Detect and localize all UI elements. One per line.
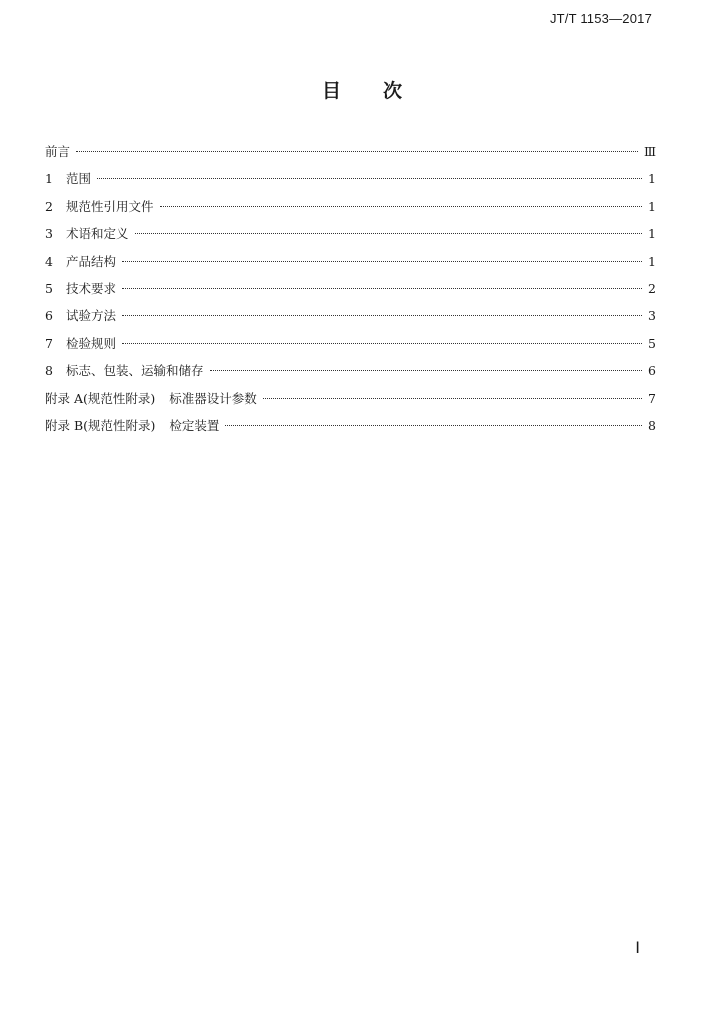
dot-leader	[76, 151, 638, 152]
toc-entry-page: 1	[648, 198, 656, 214]
page-number: Ⅰ	[635, 940, 640, 957]
toc-entry-label: 术语和定义	[66, 226, 129, 242]
toc-entry-8[interactable]	[45, 361, 656, 388]
toc-entry-label: 检验规则	[66, 335, 117, 351]
toc-entry-page: 7	[648, 390, 656, 406]
toc-entry-label: 附录 A(规范性附录)	[45, 390, 156, 406]
toc-entry-label: 规范性引用文件	[66, 198, 154, 214]
toc-entry-6[interactable]	[45, 306, 656, 333]
dot-leader	[225, 425, 642, 426]
toc-entry-page: 2	[648, 280, 656, 296]
toc-entry-5[interactable]	[45, 279, 656, 306]
toc-entry-label: 附录 B(规范性附录)	[45, 417, 156, 433]
toc-entry-label: 范围	[66, 171, 92, 187]
toc-entry-4[interactable]	[45, 252, 656, 279]
dot-leader	[210, 370, 642, 371]
dot-leader	[263, 398, 642, 399]
toc-entry-page: 1	[648, 226, 656, 242]
dot-leader	[122, 261, 642, 262]
toc-entry-page: 1	[648, 253, 656, 269]
toc-entry-page: 3	[648, 308, 656, 324]
toc-entry-foreword[interactable]	[45, 142, 656, 169]
toc-entry-7[interactable]	[45, 334, 656, 361]
toc-entry-page: 8	[648, 417, 656, 433]
toc-entry-subtitle: 标准器设计参数	[169, 390, 257, 406]
toc-entry-page: Ⅲ	[643, 144, 656, 159]
toc-entry-page: 5	[648, 335, 656, 351]
table-of-contents	[45, 142, 656, 443]
dot-leader	[122, 288, 642, 289]
toc-entry-number: 8	[45, 363, 53, 379]
toc-entry-label: 产品结构	[66, 253, 117, 269]
page-title: 目次	[321, 80, 444, 102]
toc-entry-appendix-a[interactable]	[45, 389, 656, 416]
toc-entry-subtitle: 检定装置	[169, 417, 220, 433]
toc-entry-label: 标志、包装、运输和储存	[66, 363, 204, 379]
toc-entry-2[interactable]	[45, 197, 656, 224]
toc-entry-number: 7	[45, 335, 53, 351]
toc-entry-number: 2	[45, 198, 53, 214]
toc-entry-number: 6	[45, 308, 53, 324]
toc-entry-number: 5	[45, 280, 53, 296]
dot-leader	[97, 178, 642, 179]
dot-leader	[135, 233, 642, 234]
toc-entry-label: 技术要求	[66, 280, 117, 296]
toc-entry-number: 1	[45, 171, 53, 187]
dot-leader	[160, 206, 642, 207]
toc-entry-label: 试验方法	[66, 308, 117, 324]
toc-entry-page: 1	[648, 171, 656, 187]
toc-entry-appendix-b[interactable]	[45, 416, 656, 443]
toc-entry-label: 前言	[45, 144, 71, 159]
toc-entry-3[interactable]	[45, 224, 656, 251]
toc-entry-1[interactable]	[45, 169, 656, 196]
dot-leader	[122, 315, 642, 316]
toc-entry-number: 4	[45, 253, 53, 269]
toc-entry-number: 3	[45, 226, 53, 242]
standard-code: JT/T 1153—2017	[549, 11, 652, 26]
dot-leader	[122, 343, 642, 344]
toc-entry-page: 6	[648, 363, 656, 379]
